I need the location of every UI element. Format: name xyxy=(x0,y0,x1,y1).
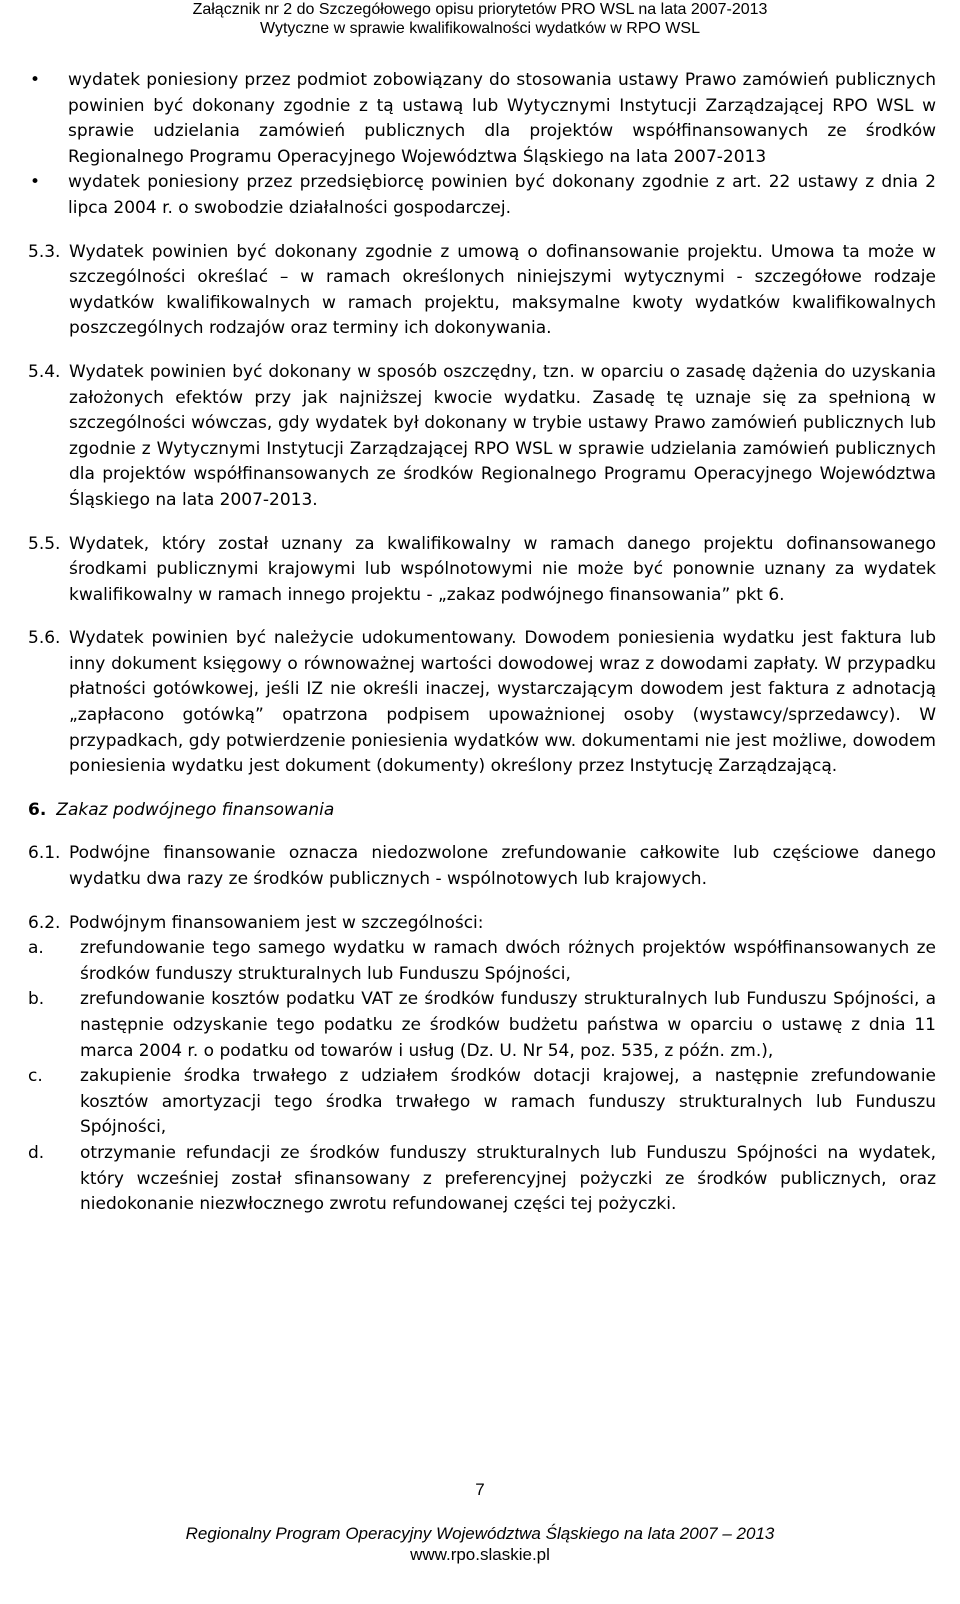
item-letter: d. xyxy=(28,1142,45,1163)
section-5-3 xyxy=(28,240,936,342)
item-letter: c. xyxy=(28,1066,43,1087)
list-item: • wydatek poniesiony przez przedsiębiorcę powinien być dokonany zgodnie z art. 22 ustawy z dnia 2 lipca 2004 r. o swobodzie działalności gospodarczej. xyxy=(30,172,936,218)
section-number: 5.5. xyxy=(28,533,61,554)
section-6-2 xyxy=(28,911,936,1218)
section-5-5 xyxy=(28,532,936,609)
list-item: • wydatek poniesiony przez podmiot zobowiązany do stosowania ustawy Prawo zamówień publicznych powinien być dokonany zgodnie z tą ustawą lub Wytycznymi Instytucji Zarządzającej RPO WSL w sprawie udzielania zamówień publicznych dla projektów współfinansowanych ze środków Regionalnego Programu Operacyjnego Województwa Śląskiego na lata 2007-2013 xyxy=(30,70,936,167)
item-letter: a. xyxy=(28,938,44,959)
lettered-list xyxy=(28,936,936,1218)
section-text: Podwójne finansowanie oznacza niedozwolone zrefundowanie całkowite lub częściowe danego wydatku dwa razy ze środków publicznych - wspólnotowych lub krajowych. xyxy=(69,843,936,890)
section-5-4 xyxy=(28,360,936,514)
list-item: c. zakupienie środka trwałego z udziałem środków dotacji krajowej, a następnie zrefundowanie kosztów amortyzacji tego środka trwałego w ramach funduszy strukturalnych lub Funduszu Spójności, xyxy=(28,1066,936,1138)
heading-title: Zakaz podwójnego finansowania xyxy=(56,799,335,820)
section-number: 5.6. xyxy=(28,628,61,649)
heading-section-6 xyxy=(28,798,936,824)
bullet-icon: • xyxy=(30,70,41,90)
header-attachment-title: Załącznik nr 2 do Szczegółowego opisu priorytetów PRO WSL na lata 2007-2013 xyxy=(192,1,768,18)
section-6-1 xyxy=(28,841,936,892)
section-text: Wydatek powinien być należycie udokumentowany. Dowodem poniesienia wydatku jest faktura lub inny dokument księgowy o równoważnej wartości dowodowej wraz z dowodami zapłaty. W przypadku płatności gotówkowej, jeśli IZ nie określi inaczej, wystarczającym dowodem jest faktura z adnotacją „zapłacono gotówką” opatrzona podpisem upoważnionej osoby (wystawcy/sprzedawcy). W przypadkach, gdy potwierdzenie poniesienia wydatków ww. dokumentami nie jest możliwe, dowodem poniesienia wydatku jest dokument (dokumenty) określony przez Instytucję Zarządzającą. xyxy=(69,628,936,777)
bullet-icon: • xyxy=(30,172,41,193)
footer-program-name: Regionalny Program Operacyjny Województwa Śląskiego na lata 2007 – 2013 xyxy=(185,1524,775,1543)
page-number: 7 xyxy=(475,1480,485,1499)
section-text: Wydatek, który został uznany za kwalifikowalny w ramach danego projektu dofinansowanego środkami publicznymi krajowymi lub wspólnotowymi nie może być ponownie uznany za wydatek kwalifikowalny w ramach innego projektu - „zakaz podwójnego finansowania” pkt 6. xyxy=(69,533,936,605)
section-number: 6.1. xyxy=(28,843,61,864)
section-number: 6.2. xyxy=(28,912,61,933)
section-5-6 xyxy=(28,626,936,780)
footer-website: www.rpo.slaskie.pl xyxy=(410,1545,550,1564)
document-body xyxy=(28,68,936,1236)
list-item: d. otrzymanie refundacji ze środków funduszy strukturalnych lub Funduszu Spójności na wydatek, który wcześniej został sfinansowany z preferencyjnej pożyczki ze środków publicznych, oraz niedokonanie niezwłocznego zwrotu refundowanej części tej pożyczki. xyxy=(28,1142,936,1215)
section-text: Wydatek powinien być dokonany zgodnie z umową o dofinansowanie projektu. Umowa ta może w szczególności określać – w ramach określonych niniejszymi wytycznymi - szczegółowe rodzaje wydatków kwalifikowalnych w ramach projektu, maksymalne kwoty wydatków kwalifikowalnych poszczególnych rodzajów oraz terminy ich dokonywania. xyxy=(69,241,936,339)
list-item: a. zrefundowanie tego samego wydatku w ramach dwóch różnych projektów współfinansowanych ze środków funduszy strukturalnych lub Funduszu Spójności, xyxy=(28,938,936,984)
section-number: 5.3. xyxy=(28,241,61,262)
section-number: 5.4. xyxy=(28,361,61,382)
heading-number: 6. xyxy=(28,799,47,820)
section-text: Podwójnym finansowaniem jest w szczególności: xyxy=(69,912,484,933)
section-text: Wydatek powinien być dokonany w sposób oszczędny, tzn. w oparciu o zasadę dążenia do uzyskania założonych efektów przy jak najniższej kwocie wydatku. Zasadę tę uznaje się za spełnioną w szczególności wówczas, gdy wydatek był dokonany w trybie ustawy Prawo zamówień publicznych lub zgodnie z Wytycznymi Instytucji Zarządzającej RPO WSL w sprawie udzielania zamówień publicznych dla projektów współfinansowanych ze środków Regionalnego Programu Operacyjnego Województwa Śląskiego na lata 2007-2013. xyxy=(69,361,936,510)
item-letter: b. xyxy=(28,989,45,1010)
header-guidelines-title: Wytyczne w sprawie kwalifikowalności wydatków w RPO WSL xyxy=(260,20,700,37)
bullet-list xyxy=(28,68,936,222)
list-item: b. zrefundowanie kosztów podatku VAT ze środków funduszy strukturalnych lub Funduszu Spójności, a następnie odzyskanie tego podatku ze środków budżetu państwa w oparciu o ustawę z dnia 11 marca 2004 r. o podatku od towarów i usług (Dz. U. Nr 54, poz. 535, z późn. zm.), xyxy=(28,989,936,1061)
